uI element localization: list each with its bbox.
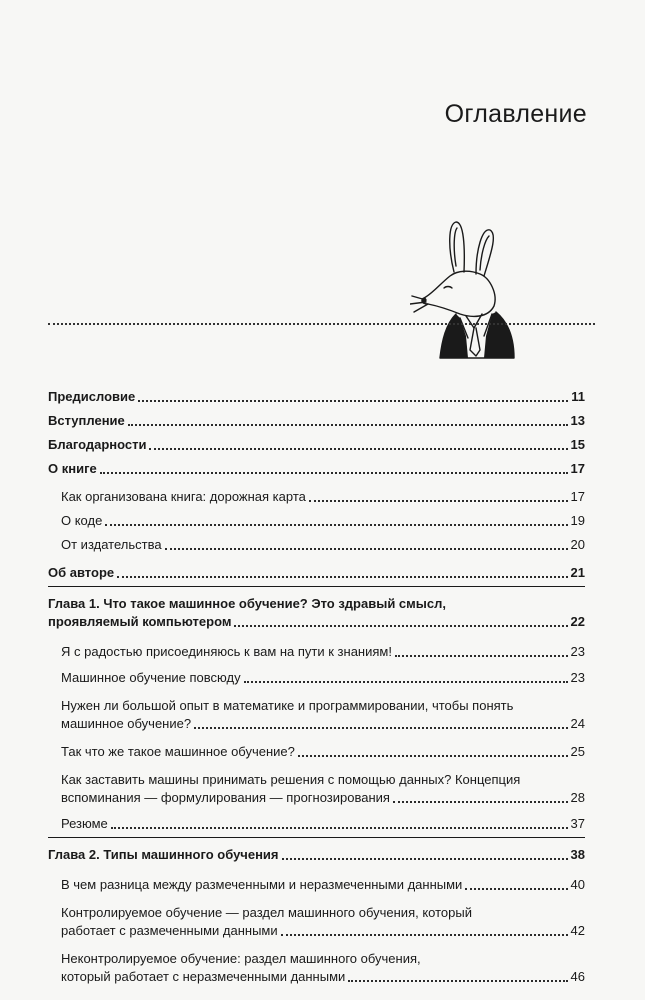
toc-chapter-1[interactable]: Глава 1. Что такое машинное обучение? Это здравый смысл, проявляемый компьютером 22 [48,596,585,629]
toc-ch1-item[interactable]: Резюме 37 [61,816,585,831]
page-number: 40 [570,877,585,892]
toc-subentry-roadmap[interactable]: Как организована книга: дорожная карта 17 [61,489,585,504]
toc-entry-acknowledgements[interactable]: Благодарности 15 [48,437,585,452]
page-number: 17 [570,461,585,476]
page-number: 17 [570,489,585,504]
toc-entry-about-book[interactable]: О книге 17 [48,461,585,476]
page-number: 22 [570,614,585,629]
toc-entry-introduction[interactable]: Вступление 13 [48,413,585,428]
toc-entry-preface[interactable]: Предисловие 11 [48,389,585,404]
toc-ch2-item[interactable]: Контролируемое обучение — раздел машинного обучения, который работает с размеченными данными 42 [61,905,585,938]
toc-subentry-publisher[interactable]: От издательства 20 [61,537,585,552]
toc-ch1-item[interactable]: Так что же такое машинное обучение? 25 [61,744,585,759]
table-of-contents [48,388,585,986]
page-number: 21 [570,565,585,580]
page-number: 23 [570,644,585,659]
page-number: 11 [571,389,585,404]
toc-ch1-item[interactable]: Нужен ли большой опыт в математике и программировании, чтобы понять машинное обучение? 24 [61,698,585,731]
top-dotted-rule [48,323,595,325]
toc-chapter-2[interactable]: Глава 2. Типы машинного обучения 38 [48,847,585,862]
page-title: Оглавление [444,100,587,128]
page-number: 37 [570,816,585,831]
toc-ch1-item[interactable]: Как заставить машины принимать решения с помощью данных? Концепция вспоминания — формулирования — прогнозирования 28 [61,772,585,805]
page-number: 25 [570,744,585,759]
section-divider [48,586,585,587]
toc-entry-about-author[interactable]: Об авторе 21 [48,565,585,580]
page-number: 38 [570,847,585,862]
page-number: 42 [570,923,585,938]
page-number: 23 [570,670,585,685]
page-number: 13 [570,413,585,428]
section-divider [48,837,585,838]
page-number: 46 [570,969,585,984]
toc-ch1-item[interactable]: Машинное обучение повсюду 23 [61,670,585,685]
page-number: 28 [570,790,585,805]
toc-ch2-item[interactable]: В чем разница между размеченными и неразмеченными данными 40 [61,877,585,892]
toc-ch1-item[interactable]: Я с радостью присоединяюсь к вам на пути к знаниям! 23 [61,644,585,659]
page-number: 15 [570,437,585,452]
toc-ch2-item[interactable]: Неконтролируемое обучение: раздел машинного обучения, который работает с неразмеченными данными 46 [61,951,585,984]
toc-subentry-about-code[interactable]: О коде 19 [61,513,585,528]
rabbit-mascot-icon [410,214,530,359]
page-number: 24 [570,716,585,731]
page-number: 20 [570,537,585,552]
page-number: 19 [570,513,585,528]
